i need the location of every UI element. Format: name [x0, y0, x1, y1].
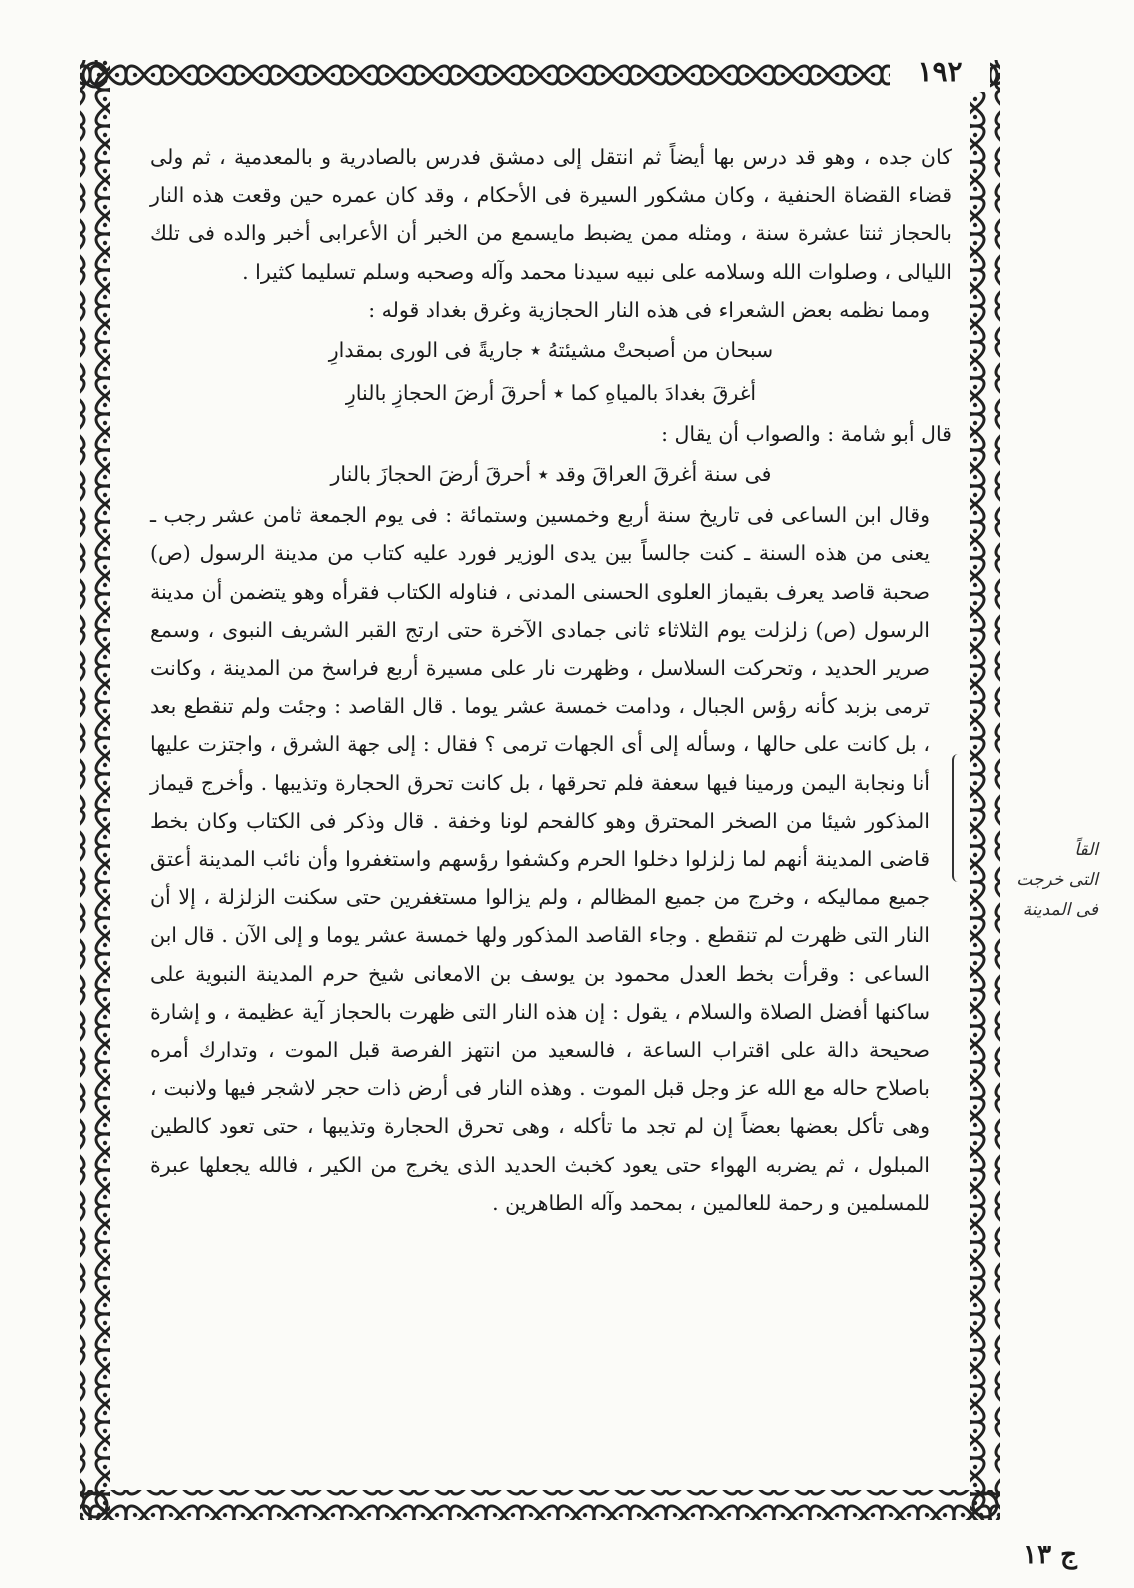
poem-intro: ومما نظمه بعض الشعراء فى هذه النار الحجازية وغرق بغداد قوله :: [368, 297, 930, 322]
opening-paragraph: كان جده ، وهو قد درس بها أيضاً ثم انتقل إلى دمشق فدرس بالصادرية و بالمعدمية ، ثم ولى قضاء القضاة الحنفية ، وكان مشكور السيرة فى الأحكام ، وقد كان عمره حين وقعت هذه النار بالحجاز ثنتا عشرة سنة ، ومثله ممن يضبط مايسمع من الخبر أن الأعرابى أخبر والده فى تلك الليالى ، وصلوات الله وسلامه على نبيه سيدنا محمد وآله وصحبه وسلم تسليما كثيرا .: [150, 145, 952, 284]
poem-two-line: فى سنة أغرقَ العراقَ وقد ٭ أحرقَ أرضَ الحجازَ بالنار: [330, 462, 772, 487]
poem-one-line-1: سبحان من أصبحتْ مشيئتهُ ٭ جاريةً فى الورى بمقدارِ: [328, 338, 774, 363]
margin-note-line-1: القاً: [1074, 840, 1098, 860]
border-top: [80, 60, 1000, 90]
abu-shama-intro: قال أبو شامة : والصواب أن يقال :: [661, 422, 952, 447]
page-number: ١٩٢: [890, 52, 990, 92]
signature-mark: ج ١٣: [1023, 1540, 1077, 1570]
poem-one-line-2: أغرقَ بغدادَ بالمياهِ كما ٭ أحرقَ أرضَ الحجازِ بالنارِ: [345, 381, 757, 406]
border-left: [80, 60, 110, 1520]
corner-knots: [83, 63, 997, 1517]
border-bottom: [80, 1490, 1000, 1520]
main-text: وقال ابن الساعى فى تاريخ سنة أربع وخمسين وستمائة : فى يوم الجمعة ثامن عشر رجب ـ يعنى من هذه السنة ـ كنت جالساً بين يدى الوزير فورد عليه كتاب من مدينة الرسول (ص) صحبة قاصد يعرف بقيماز العلوى الحسنى المدنى ، فناوله الكتاب فقرأه وهو يتضمن أن مدينة الرسول (ص) زلزلت يوم الثلاثاء ثانى جمادى الآخرة حتى ارتج القبر الشريف النبوى ، وسمع صرير الحديد ، وتحركت السلاسل ، وظهرت نار على مسيرة أربع فراسخ من المدينة ، وكانت ترمى بزبد كأنه رؤس الجبال ، ودامت خمسة عشر يوما . قال القاصد : وجئت ولم تنقطع بعد ، بل كانت على حالها ، وسأله إلى أى الجهات ترمى ؟ فقال : إلى جهة الشرق ، واجتزت عليها أنا ونجابة اليمن ورمينا فيها سعفة فلم تحرقها ، بل كانت تحرق الحجارة وتذيبها . وأخرج قيماز المذكور شيئا من الصخر المحترق وهو كالفحم لونا وخفة . قال وذكر فى الكتاب وكان بخط قاضى المدينة أنهم لما زلزلوا دخلوا الحرم وكشفوا رؤسهم واستغفروا وأن نائب المدينة أعتق جميع مماليكه ، وخرج من جميع المظالم ، ولم يزالوا مستغفرين حتى سكنت الزلزلة ، إلا أن النار التى ظهرت لم تنقطع . وجاء القاصد المذكور ولها خمسة عشر يوما و إلى الآن . قال ابن الساعى : وقرأت بخط العدل محمود بن يوسف بن الامعانى شيخ حرم المدينة النبوية على ساكنها أفضل الصلاة والسلام ، يقول : إن هذه النار التى ظهرت بالحجاز آية عظيمة ، و إشارة صحيحة دالة على اقتراب الساعة ، فالسعيد من انتهز الفرصة قبل الموت ، وتدارك أمره باصلاح حاله مع الله عز وجل قبل الموت . وهذه النار فى أرض ذات حجر لاشجر فيها ولانبت ، وهى تأكل بعضها بعضاً إن لم تجد ما تأكله ، وهى تحرق الحجارة وتذيبها ، حتى تعود كالطين المبلول ، ثم يضربه الهواء حتى يعود كخبث الحديد الذى يخرج من الكير ، فالله يجعلها عبرة للمسلمين و رحمة للعالمين ، بمحمد وآله الطاهرين .: [150, 503, 930, 1215]
margin-note-line-3: فى المدينة: [1022, 900, 1098, 920]
border-right: [970, 60, 1000, 1520]
margin-note-line-2: التى خرجت: [1016, 870, 1098, 890]
